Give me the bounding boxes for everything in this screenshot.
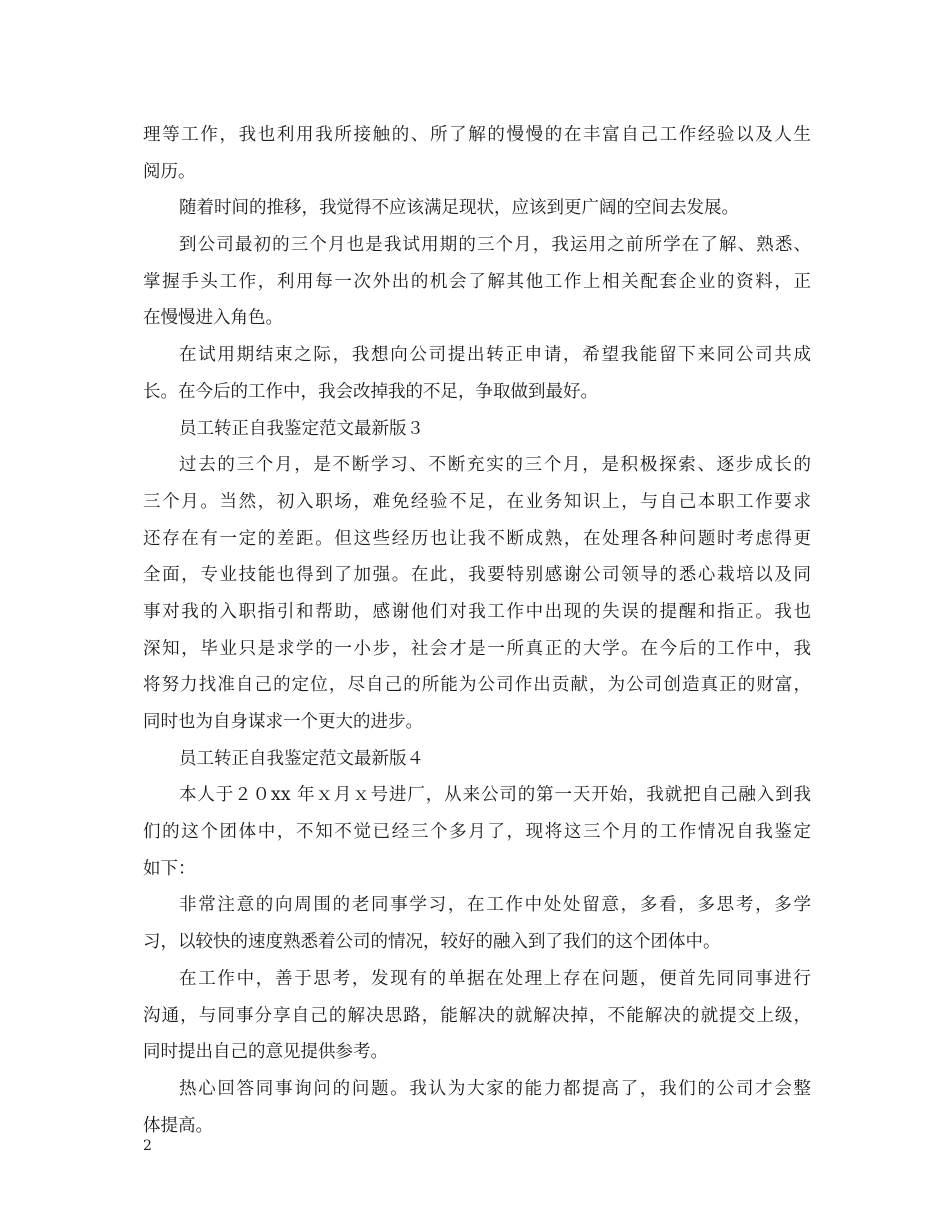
text-line: 本人于２０xx 年ｘ月ｘ号进厂，从来公司的第一天开始，我就把自己融入到我 [179, 785, 811, 806]
text-line: 深知，毕业只是求学的一小步，社会才是一所真正的大学。在今后的工作中，我 [143, 638, 811, 659]
text-line: 还存在有一定的差距。但这些经历也让我不断成熟，在处理各种问题时考虑得更 [143, 528, 811, 549]
text-line: 同时提出自己的意见提供参考。 [143, 1042, 388, 1063]
text-line: 同时也为自身谋求一个更大的进步。 [143, 712, 423, 732]
text-line: 沟通，与同事分享自己的解决思路，能解决的就解决掉，不能解决的就提交上级， [143, 1005, 811, 1026]
text-line: 在工作中，善于思考，发现有的单据在处理上存在问题，便首先同同事进行 [179, 968, 811, 989]
text-line: 全面，专业技能也得到了加强。在此，我要特别感谢公司领导的悉心栽培以及同 [143, 565, 811, 586]
text-line: 阅历。 [143, 161, 196, 182]
page-number: 2 [143, 1138, 152, 1154]
document-body [143, 117, 811, 1144]
text-line: 员工转正自我鉴定范文最新版４ [179, 748, 424, 769]
text-line: 非常注意的向周围的老同事学习，在工作中处处留意，多看，多思考，多学 [179, 895, 811, 916]
text-line: 三个月。当然，初入职场，难免经验不足，在业务知识上，与自己本职工作要求 [143, 491, 811, 512]
text-line: 事对我的入职指引和帮助，感谢他们对我工作中出现的失误的提醒和指正。我也 [143, 601, 811, 622]
text-line: 到公司最初的三个月也是我试用期的三个月，我运用之前所学在了解、熟悉、 [179, 235, 811, 256]
text-line: 体提高。 [143, 1115, 213, 1136]
text-line: 掌握手头工作，利用每一次外出的机会了解其他工作上相关配套企业的资料，正 [143, 271, 811, 292]
text-line: 长。在今后的工作中，我会改掉我的不足，争取做到最好。 [143, 381, 598, 402]
text-line: 习，以较快的速度熟悉着公司的情况，较好的融入到了我们的这个团体中。 [143, 932, 721, 953]
text-line: 们的这个团体中，不知不觉已经三个多月了，现将这三个月的工作情况自我鉴定 [143, 822, 811, 843]
text-line: 如下： [143, 858, 196, 879]
text-line: 理等工作，我也利用我所接触的、所了解的慢慢的在丰富自己工作经验以及人生 [143, 125, 811, 145]
text-line: 热心回答同事询问的问题。我认为大家的能力都提高了，我们的公司才会整 [179, 1078, 811, 1099]
text-line: 过去的三个月，是不断学习、不断充实的三个月，是积极探索、逐步成长的 [179, 455, 811, 476]
text-line: 在试用期结束之际，我想向公司提出转正申请，希望我能留下来同公司共成 [179, 345, 811, 366]
text-line: 员工转正自我鉴定范文最新版３ [179, 418, 424, 439]
text-line: 在慢慢进入角色。 [143, 308, 283, 329]
text-line: 将努力找准自己的定位，尽自己的所能为公司作出贡献，为公司创造真正的财富， [143, 675, 811, 696]
text-line: 随着时间的推移，我觉得不应该满足现状，应该到更广阔的空间去发展。 [179, 198, 739, 219]
